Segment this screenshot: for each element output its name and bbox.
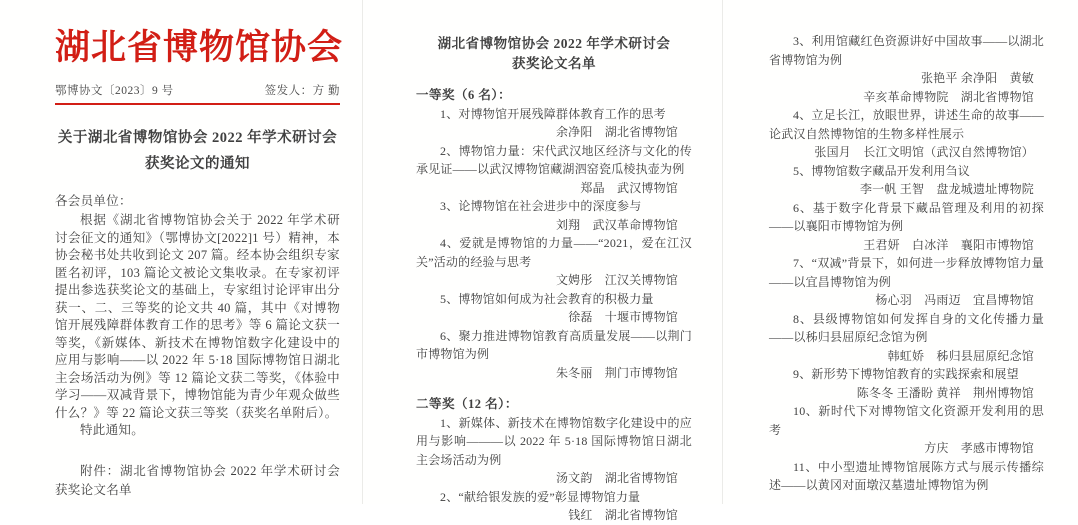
paper-item bbox=[769, 254, 1044, 310]
paper-title: 3、利用馆藏红色资源讲好中国故事——以湖北省博物馆为例 bbox=[769, 34, 1044, 67]
paper-title: 1、对博物馆开展残障群体教育工作的思考 bbox=[440, 106, 666, 121]
notice-title bbox=[55, 125, 340, 177]
paper-authors: 杨心羽 冯雨迈 宜昌博物馆 bbox=[875, 293, 1034, 307]
paper-authors: 陈冬冬 王潘盼 黄祥 荆州博物馆 bbox=[856, 385, 1034, 400]
letterhead-rule bbox=[55, 103, 340, 105]
letterhead-org-title: 湖北省博物馆协会 bbox=[55, 28, 344, 67]
paper-title: 3、论博物馆在社会进步中的深度参与 bbox=[440, 199, 642, 213]
paper-title: 4、立足长江，放眼世界，讲述生命的故事——论武汉自然博物馆的生物多样性展示 bbox=[769, 108, 1044, 141]
notice-title-line2: 获奖论文的通知 bbox=[145, 155, 250, 172]
paper-authors: 文娉彤 江汉关博物馆 bbox=[555, 273, 678, 287]
paper-authors-affiliations: 辛亥革命博物院 湖北省博物馆 bbox=[863, 89, 1034, 104]
paper-authors: 刘翔 武汉革命博物馆 bbox=[555, 217, 678, 232]
paper-title: 6、基于数字化背景下藏品管理及利用的初探——以襄阳市博物馆为例 bbox=[769, 200, 1044, 233]
paper-title: 10、新时代下对博物馆文化资源开发利用的思考 bbox=[769, 404, 1044, 437]
paper-authors: 郑晶 武汉博物馆 bbox=[580, 180, 678, 195]
second-prize-heading: 二等奖（12 名）： bbox=[416, 397, 518, 411]
paper-title: 4、爱就是博物馆的力量——“2021，爱在江汉关”活动的经验与思考 bbox=[416, 236, 692, 269]
paper-item bbox=[416, 290, 692, 327]
notice-body: 根据《湖北省博物馆协会关于 2022 年学术研讨会征文的通知》（鄂博协文[2022]1 号）精神，本协会秘书处共收到论文 207 篇。经本协会组织专家匿名初评，103 篇论文被论文集收录。在专家初评提出参选获奖论文的基础上，专家组讨论评审出分获一、二、三等奖的论文共 40 篇，其中《对博物馆开展残障群体教育工作的思考》等 6 篇论文获一等奖，《新媒体、新技术在博物馆数字化建设中的应用与影响——以 2022 年 5·18 国际博物馆日湖北主会场活动为例》等 12 篇论文获二等奖，《体验中学习——双减背景下，博物馆能为青少年观众做些什么？》等 22 篇论文获三等奖（获奖名单附后）。 bbox=[55, 213, 340, 420]
paper-title: 6、聚力推进博物馆教育高质量发展——以荆门市博物馆为例 bbox=[416, 328, 692, 361]
paper-title: 7、“双减”背景下，如何进一步释放博物馆力量——以宜昌博物馆为例 bbox=[769, 256, 1044, 289]
paper-item bbox=[416, 142, 692, 198]
paper-title: 1、新媒体、新技术在博物馆数字化建设中的应用与影响———以 2022 年 5·18 国际博物馆日湖北主会场活动为例 bbox=[416, 415, 692, 467]
paper-authors: 朱冬丽 荆门市博物馆 bbox=[555, 365, 678, 380]
paper-title: 5、博物馆数字藏品开发利用刍议 bbox=[793, 163, 971, 178]
paper-item bbox=[769, 199, 1044, 255]
paper-title: 9、新形势下博物馆教育的实践探索和展望 bbox=[793, 367, 1019, 381]
paper-authors: 汤文韵 湖北省博物馆 bbox=[555, 471, 678, 485]
list-title-line1: 湖北省博物馆协会 2022 年学术研讨会 bbox=[437, 36, 671, 51]
list-title-line2: 获奖论文名单 bbox=[512, 55, 596, 71]
paper-authors: 方庆 孝感市博物馆 bbox=[924, 441, 1034, 455]
paper-item bbox=[769, 32, 1044, 106]
paper-item bbox=[769, 106, 1044, 162]
notice-title-line1: 关于湖北省博物馆协会 2022 年学术研讨会 bbox=[57, 129, 338, 146]
paper-item bbox=[416, 488, 692, 525]
paper-title: 2、博物馆力量：宋代武汉地区经济与文化的传承见证——以武汉博物馆藏湖泗窑瓷瓜棱执壶为例 bbox=[416, 143, 692, 176]
paper-title: 11、中小型遗址博物馆展陈方式与展示传播综述——以黄冈对面墩汉墓遗址博物馆为例 bbox=[769, 459, 1044, 492]
attachment-line: 附件：湖北省博物馆协会 2022 年学术研讨会获奖论文名单 bbox=[55, 463, 340, 497]
paper-title: 8、县级博物馆如何发挥自身的文化传播力量——以秭归县屈原纪念馆为例 bbox=[769, 311, 1044, 344]
notice-page bbox=[0, 0, 362, 504]
paper-item bbox=[769, 365, 1044, 402]
paper-title: 2、“献给银发族的爱”彰显博物馆力量 bbox=[440, 489, 641, 504]
paper-authors: 王君妍 白冰洋 襄阳市博物馆 bbox=[863, 237, 1034, 252]
first-prize-heading: 一等奖（6 名）： bbox=[416, 88, 512, 102]
paper-authors: 张艳平 余净阳 黄敏 bbox=[920, 71, 1034, 85]
paper-authors: 徐磊 十堰市博物馆 bbox=[568, 310, 678, 324]
closing-line: 特此通知。 bbox=[80, 423, 145, 438]
paper-item bbox=[769, 310, 1044, 366]
paper-title: 5、博物馆如何成为社会教育的积极力量 bbox=[440, 291, 654, 306]
paper-authors: 钱红 湖北省博物馆 bbox=[568, 508, 678, 522]
issuer: 签发人：方 勤 bbox=[264, 84, 340, 97]
paper-item bbox=[769, 162, 1044, 199]
paper-item bbox=[769, 458, 1044, 495]
paper-item bbox=[416, 414, 692, 488]
list-title bbox=[416, 34, 692, 73]
doc-number-row bbox=[55, 82, 340, 98]
paper-authors: 李一帆 王智 盘龙城遗址博物院 bbox=[859, 182, 1034, 196]
paper-item bbox=[416, 105, 692, 142]
award-list-page-2 bbox=[722, 0, 1078, 504]
paper-authors: 韩虹娇 秭归县屈原纪念馆 bbox=[887, 348, 1034, 363]
award-list-page-1 bbox=[362, 0, 722, 522]
paper-item bbox=[416, 197, 692, 234]
doc-number: 鄂博协文〔2023〕9 号 bbox=[55, 84, 174, 97]
paper-item bbox=[416, 327, 692, 383]
paper-authors: 张国月 长江文明馆（武汉自然博物馆） bbox=[814, 145, 1034, 159]
paper-authors: 余净阳 湖北省博物馆 bbox=[555, 125, 678, 139]
paper-item bbox=[416, 234, 692, 290]
paper-item bbox=[769, 402, 1044, 458]
salutation: 各会员单位： bbox=[55, 193, 132, 208]
